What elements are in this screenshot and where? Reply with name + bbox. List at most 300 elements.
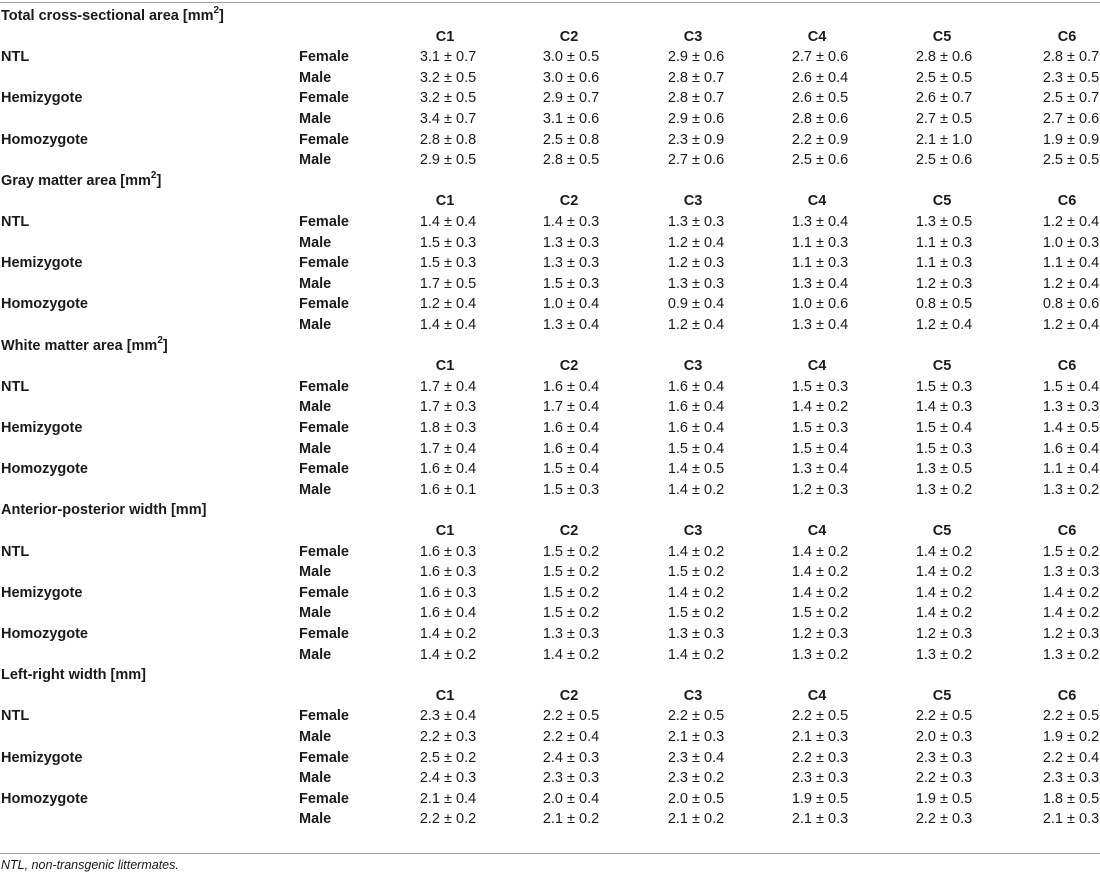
value-cell-c4: 1.5 ± 0.2 — [791, 605, 849, 622]
value-cell-c4: 2.3 ± 0.3 — [791, 770, 849, 787]
value-cell-c3: 1.2 ± 0.4 — [667, 234, 725, 251]
value-cell-c2: 1.5 ± 0.3 — [542, 481, 600, 498]
value-cell-c1: 1.6 ± 0.3 — [419, 564, 477, 581]
value-cell-c2: 1.4 ± 0.3 — [542, 214, 600, 230]
value-cell-c3: 2.1 ± 0.2 — [667, 811, 725, 828]
value-cell-c6: 1.2 ± 0.3 — [1042, 626, 1100, 642]
value-cell-c3: 1.5 ± 0.4 — [667, 440, 725, 457]
table-row — [0, 603, 1100, 624]
sex-label: Female — [299, 296, 349, 313]
value-cell-c1: 1.6 ± 0.4 — [419, 461, 477, 478]
value-cell-c4: 2.5 ± 0.6 — [791, 152, 849, 169]
value-cell-c3: 1.5 ± 0.2 — [667, 605, 725, 622]
value-cell-c3: 2.1 ± 0.3 — [667, 729, 725, 745]
column-header-c3: C3 — [683, 358, 703, 375]
value-cell-c3: 1.6 ± 0.4 — [667, 378, 725, 395]
value-cell-c1: 1.6 ± 0.3 — [419, 543, 477, 560]
table-row — [0, 459, 1100, 480]
value-cell-c5: 1.5 ± 0.4 — [915, 420, 973, 436]
column-header-c1: C1 — [435, 193, 455, 210]
value-cell-c4: 1.5 ± 0.4 — [791, 440, 849, 457]
value-cell-c1: 1.4 ± 0.2 — [419, 646, 477, 663]
value-cell-c6: 0.8 ± 0.6 — [1042, 296, 1100, 313]
genotype-label: Hemizygote — [1, 420, 83, 436]
value-cell-c4: 1.2 ± 0.3 — [791, 481, 849, 498]
sex-label: Female — [299, 584, 349, 601]
genotype-label: Hemizygote — [1, 749, 83, 766]
table-row — [0, 727, 1100, 748]
value-cell-c1: 1.2 ± 0.4 — [419, 296, 477, 313]
value-cell-c6: 1.5 ± 0.4 — [1042, 378, 1100, 395]
value-cell-c3: 2.3 ± 0.9 — [667, 131, 725, 148]
value-cell-c6: 1.1 ± 0.4 — [1042, 461, 1100, 478]
value-cell-c2: 2.4 ± 0.3 — [542, 749, 600, 766]
column-header-c4: C4 — [807, 523, 827, 539]
value-cell-c4: 1.3 ± 0.4 — [791, 317, 849, 333]
value-cell-c3: 2.2 ± 0.5 — [667, 708, 725, 725]
column-header-row — [0, 686, 1100, 707]
value-cell-c2: 1.7 ± 0.4 — [542, 399, 600, 416]
column-header-c3: C3 — [683, 687, 703, 704]
sex-label: Male — [299, 152, 332, 169]
value-cell-c6: 2.3 ± 0.5 — [1042, 69, 1100, 86]
value-cell-c5: 1.4 ± 0.2 — [915, 605, 973, 622]
sex-label: Male — [299, 646, 332, 663]
value-cell-c6: 1.1 ± 0.4 — [1042, 255, 1100, 272]
table-row — [0, 88, 1100, 109]
value-cell-c1: 2.4 ± 0.3 — [419, 770, 477, 787]
value-cell-c6: 2.2 ± 0.4 — [1042, 749, 1100, 766]
table-footnote: NTL, non-transgenic littermates. — [1, 858, 179, 872]
value-cell-c2: 3.0 ± 0.5 — [542, 49, 600, 66]
value-cell-c1: 3.1 ± 0.7 — [419, 49, 477, 66]
column-header-c3: C3 — [683, 193, 703, 210]
value-cell-c5: 1.1 ± 0.3 — [915, 234, 973, 251]
value-cell-c6: 2.5 ± 0.7 — [1042, 90, 1100, 107]
value-cell-c1: 1.7 ± 0.5 — [419, 275, 477, 292]
sex-label: Male — [299, 317, 332, 333]
sex-label: Female — [299, 626, 349, 642]
value-cell-c1: 3.2 ± 0.5 — [419, 69, 477, 86]
table-row — [0, 809, 1100, 830]
value-cell-c3: 1.3 ± 0.3 — [667, 626, 725, 642]
value-cell-c2: 2.8 ± 0.5 — [542, 152, 600, 169]
value-cell-c4: 1.4 ± 0.2 — [791, 543, 849, 560]
value-cell-c2: 2.1 ± 0.2 — [542, 811, 600, 828]
section-title: Left-right width [mm] — [1, 667, 146, 684]
sex-label: Female — [299, 214, 349, 230]
column-header-row — [0, 521, 1100, 542]
column-header-row — [0, 356, 1100, 377]
section-title: Total cross-sectional area $[mm^2]$ — [1, 5, 224, 24]
genotype-label: NTL — [1, 378, 30, 395]
value-cell-c4: 1.1 ± 0.3 — [791, 255, 849, 272]
value-cell-c5: 2.7 ± 0.5 — [915, 111, 973, 127]
value-cell-c4: 2.2 ± 0.9 — [791, 131, 849, 148]
value-cell-c5: 1.3 ± 0.2 — [915, 646, 973, 663]
section-title-row — [0, 171, 1100, 192]
value-cell-c4: 1.5 ± 0.3 — [791, 378, 849, 395]
value-cell-c4: 2.1 ± 0.3 — [791, 811, 849, 828]
value-cell-c4: 2.6 ± 0.4 — [791, 69, 849, 86]
table-top-rule — [0, 2, 1100, 3]
value-cell-c2: 2.5 ± 0.8 — [542, 131, 600, 148]
column-header-row — [0, 191, 1100, 212]
table-row — [0, 645, 1100, 666]
value-cell-c2: 1.5 ± 0.4 — [542, 461, 600, 478]
sex-label: Male — [299, 234, 332, 251]
value-cell-c3: 2.3 ± 0.2 — [667, 770, 725, 787]
column-header-c6: C6 — [1057, 358, 1077, 375]
value-cell-c1: 2.1 ± 0.4 — [419, 790, 477, 807]
column-header-c6: C6 — [1057, 687, 1077, 704]
value-cell-c5: 1.5 ± 0.3 — [915, 378, 973, 395]
value-cell-c4: 1.3 ± 0.4 — [791, 275, 849, 292]
column-header-row — [0, 27, 1100, 48]
value-cell-c6: 2.5 ± 0.5 — [1042, 152, 1100, 169]
value-cell-c2: 1.6 ± 0.4 — [542, 420, 600, 436]
value-cell-c6: 1.3 ± 0.2 — [1042, 481, 1100, 498]
column-header-c1: C1 — [435, 523, 455, 539]
sex-label: Male — [299, 440, 332, 457]
value-cell-c5: 2.3 ± 0.3 — [915, 749, 973, 766]
value-cell-c5: 2.2 ± 0.5 — [915, 708, 973, 725]
sex-label: Male — [299, 481, 332, 498]
value-cell-c6: 1.6 ± 0.4 — [1042, 440, 1100, 457]
sex-label: Female — [299, 90, 349, 107]
value-cell-c2: 1.6 ± 0.4 — [542, 378, 600, 395]
sex-label: Male — [299, 69, 332, 86]
table-row — [0, 748, 1100, 769]
column-header-c2: C2 — [559, 28, 579, 45]
genotype-label: Homozygote — [1, 461, 88, 478]
table-bottom-rule — [0, 853, 1100, 854]
value-cell-c1: 1.7 ± 0.4 — [419, 440, 477, 457]
value-cell-c3: 1.3 ± 0.3 — [667, 214, 725, 230]
value-cell-c1: 1.4 ± 0.4 — [419, 317, 477, 333]
table-row — [0, 150, 1100, 171]
genotype-label: Homozygote — [1, 131, 88, 148]
value-cell-c5: 1.4 ± 0.2 — [915, 564, 973, 581]
genotype-label: NTL — [1, 49, 30, 66]
value-cell-c3: 2.8 ± 0.7 — [667, 69, 725, 86]
value-cell-c4: 2.2 ± 0.5 — [791, 708, 849, 725]
sex-label: Female — [299, 543, 349, 560]
value-cell-c2: 1.5 ± 0.3 — [542, 275, 600, 292]
value-cell-c5: 1.4 ± 0.2 — [915, 543, 973, 560]
value-cell-c3: 2.3 ± 0.4 — [667, 749, 725, 766]
value-cell-c5: 1.3 ± 0.2 — [915, 481, 973, 498]
table-row — [0, 274, 1100, 295]
table-row — [0, 397, 1100, 418]
value-cell-c5: 2.2 ± 0.3 — [915, 811, 973, 828]
value-cell-c1: 2.2 ± 0.3 — [419, 729, 477, 745]
section-title: Gray matter area $[mm^2]$ — [1, 169, 162, 189]
value-cell-c1: 1.7 ± 0.3 — [419, 399, 477, 416]
sex-label: Male — [299, 399, 332, 416]
value-cell-c6: 2.8 ± 0.7 — [1042, 49, 1100, 66]
value-cell-c1: 1.6 ± 0.4 — [419, 605, 477, 622]
value-cell-c4: 1.3 ± 0.4 — [791, 214, 849, 230]
value-cell-c4: 1.3 ± 0.2 — [791, 646, 849, 663]
table-row — [0, 624, 1100, 645]
value-cell-c2: 1.5 ± 0.2 — [542, 564, 600, 581]
value-cell-c6: 1.0 ± 0.3 — [1042, 234, 1100, 251]
sex-label: Male — [299, 770, 332, 787]
column-header-c2: C2 — [559, 193, 579, 210]
value-cell-c2: 1.4 ± 0.2 — [542, 646, 600, 663]
value-cell-c6: 1.2 ± 0.4 — [1042, 214, 1100, 230]
section-title-superscript: 2 — [157, 334, 163, 346]
table-row — [0, 47, 1100, 68]
genotype-label: Hemizygote — [1, 255, 83, 272]
value-cell-c4: 1.1 ± 0.3 — [791, 234, 849, 251]
value-cell-c5: 1.4 ± 0.2 — [915, 584, 973, 601]
section-title-row — [0, 336, 1100, 357]
value-cell-c2: 2.3 ± 0.3 — [542, 770, 600, 787]
value-cell-c5: 2.5 ± 0.5 — [915, 69, 973, 86]
sex-label: Female — [299, 49, 349, 66]
table-row — [0, 212, 1100, 233]
value-cell-c3: 2.8 ± 0.7 — [667, 90, 725, 107]
table-row — [0, 562, 1100, 583]
value-cell-c5: 2.0 ± 0.3 — [915, 729, 973, 745]
value-cell-c5: 2.5 ± 0.6 — [915, 152, 973, 169]
value-cell-c3: 1.4 ± 0.2 — [667, 543, 725, 560]
value-cell-c1: 1.6 ± 0.3 — [419, 584, 477, 601]
value-cell-c5: 2.6 ± 0.7 — [915, 90, 973, 107]
table-row — [0, 315, 1100, 336]
value-cell-c3: 1.2 ± 0.4 — [667, 317, 725, 333]
sex-label: Female — [299, 461, 349, 478]
value-cell-c2: 1.3 ± 0.4 — [542, 317, 600, 333]
value-cell-c5: 1.2 ± 0.4 — [915, 317, 973, 333]
table-row — [0, 418, 1100, 439]
value-cell-c2: 3.0 ± 0.6 — [542, 69, 600, 86]
section-title: White matter area $[mm^2]$ — [1, 334, 168, 354]
sex-label: Male — [299, 564, 332, 581]
value-cell-c6: 1.9 ± 0.2 — [1042, 729, 1100, 745]
value-cell-c1: 2.8 ± 0.8 — [419, 131, 477, 148]
value-cell-c1: 3.4 ± 0.7 — [419, 111, 477, 127]
genotype-label: Hemizygote — [1, 90, 83, 107]
table-row — [0, 706, 1100, 727]
value-cell-c6: 2.3 ± 0.3 — [1042, 770, 1100, 787]
sex-label: Male — [299, 811, 332, 828]
value-cell-c6: 1.4 ± 0.2 — [1042, 605, 1100, 622]
value-cell-c2: 1.5 ± 0.2 — [542, 543, 600, 560]
value-cell-c3: 0.9 ± 0.4 — [667, 296, 725, 313]
table-row — [0, 480, 1100, 501]
table-row — [0, 109, 1100, 130]
genotype-label: Homozygote — [1, 626, 88, 642]
column-header-c5: C5 — [932, 687, 952, 704]
value-cell-c4: 1.2 ± 0.3 — [791, 626, 849, 642]
genotype-label: NTL — [1, 543, 30, 560]
value-cell-c6: 2.2 ± 0.5 — [1042, 708, 1100, 725]
column-header-c5: C5 — [932, 28, 952, 45]
value-cell-c6: 1.3 ± 0.2 — [1042, 646, 1100, 663]
column-header-c5: C5 — [932, 193, 952, 210]
section-title-superscript: 2 — [150, 169, 157, 181]
value-cell-c2: 1.3 ± 0.3 — [542, 234, 600, 251]
table-row — [0, 294, 1100, 315]
column-header-c2: C2 — [559, 358, 579, 375]
value-cell-c1: 2.2 ± 0.2 — [419, 811, 477, 828]
value-cell-c3: 2.7 ± 0.6 — [667, 152, 725, 169]
column-header-c3: C3 — [683, 28, 703, 45]
value-cell-c1: 1.4 ± 0.2 — [419, 626, 477, 642]
value-cell-c2: 1.3 ± 0.3 — [542, 626, 600, 642]
column-header-c4: C4 — [807, 28, 827, 45]
value-cell-c2: 2.0 ± 0.4 — [542, 790, 600, 807]
table-row — [0, 789, 1100, 810]
value-cell-c3: 2.0 ± 0.5 — [667, 790, 725, 807]
value-cell-c1: 2.9 ± 0.5 — [419, 152, 477, 169]
value-cell-c5: 2.2 ± 0.3 — [915, 770, 973, 787]
value-cell-c3: 2.9 ± 0.6 — [667, 49, 725, 66]
value-cell-c1: 1.8 ± 0.3 — [419, 420, 477, 436]
value-cell-c6: 1.3 ± 0.3 — [1042, 564, 1100, 581]
column-header-c2: C2 — [559, 687, 579, 704]
value-cell-c3: 1.4 ± 0.2 — [667, 481, 725, 498]
value-cell-c6: 1.2 ± 0.4 — [1042, 275, 1100, 292]
column-header-c1: C1 — [435, 687, 455, 704]
sex-label: Male — [299, 275, 332, 292]
value-cell-c1: 1.5 ± 0.3 — [419, 255, 477, 272]
value-cell-c5: 1.2 ± 0.3 — [915, 626, 973, 642]
column-header-c5: C5 — [932, 523, 952, 539]
value-cell-c5: 1.5 ± 0.3 — [915, 440, 973, 457]
value-cell-c4: 1.4 ± 0.2 — [791, 584, 849, 601]
value-cell-c2: 3.1 ± 0.6 — [542, 111, 600, 127]
table-row — [0, 542, 1100, 563]
value-cell-c4: 2.2 ± 0.3 — [791, 749, 849, 766]
column-header-c6: C6 — [1057, 28, 1077, 45]
column-header-c4: C4 — [807, 358, 827, 375]
value-cell-c1: 1.5 ± 0.3 — [419, 234, 477, 251]
value-cell-c6: 1.4 ± 0.2 — [1042, 584, 1100, 601]
sex-label: Female — [299, 708, 349, 725]
sex-label: Female — [299, 378, 349, 395]
table-row — [0, 583, 1100, 604]
value-cell-c3: 2.9 ± 0.6 — [667, 111, 725, 127]
value-cell-c1: 1.7 ± 0.4 — [419, 378, 477, 395]
section-title-row — [0, 500, 1100, 521]
value-cell-c5: 2.8 ± 0.6 — [915, 49, 973, 66]
value-cell-c4: 1.4 ± 0.2 — [791, 564, 849, 581]
section-title-superscript: 2 — [213, 5, 220, 17]
section-title-row — [0, 6, 1100, 27]
value-cell-c3: 1.5 ± 0.2 — [667, 564, 725, 581]
column-header-c5: C5 — [932, 358, 952, 375]
value-cell-c6: 2.7 ± 0.6 — [1042, 111, 1100, 127]
value-cell-c2: 1.5 ± 0.2 — [542, 584, 600, 601]
value-cell-c1: 1.4 ± 0.4 — [419, 214, 477, 230]
value-cell-c3: 1.6 ± 0.4 — [667, 399, 725, 416]
value-cell-c6: 1.2 ± 0.4 — [1042, 317, 1100, 333]
value-cell-c4: 2.7 ± 0.6 — [791, 49, 849, 66]
value-cell-c2: 1.6 ± 0.4 — [542, 440, 600, 457]
column-header-c6: C6 — [1057, 193, 1077, 210]
value-cell-c3: 1.4 ± 0.2 — [667, 646, 725, 663]
sex-label: Male — [299, 111, 332, 127]
sex-label: Female — [299, 749, 349, 766]
value-cell-c5: 1.4 ± 0.3 — [915, 399, 973, 416]
table-row — [0, 253, 1100, 274]
table-row — [0, 130, 1100, 151]
value-cell-c6: 1.8 ± 0.5 — [1042, 790, 1100, 807]
value-cell-c2: 2.9 ± 0.7 — [542, 90, 600, 107]
value-cell-c2: 1.3 ± 0.3 — [542, 255, 600, 272]
table-row — [0, 377, 1100, 398]
value-cell-c4: 1.3 ± 0.4 — [791, 461, 849, 478]
value-cell-c1: 2.5 ± 0.2 — [419, 749, 477, 766]
genotype-label: Homozygote — [1, 790, 88, 807]
value-cell-c3: 1.4 ± 0.2 — [667, 584, 725, 601]
sex-label: Female — [299, 790, 349, 807]
value-cell-c5: 1.1 ± 0.3 — [915, 255, 973, 272]
value-cell-c5: 1.9 ± 0.5 — [915, 790, 973, 807]
value-cell-c1: 2.3 ± 0.4 — [419, 708, 477, 725]
table-row — [0, 768, 1100, 789]
section-title-row — [0, 665, 1100, 686]
table-row — [0, 439, 1100, 460]
column-header-c6: C6 — [1057, 523, 1077, 539]
value-cell-c6: 1.3 ± 0.3 — [1042, 399, 1100, 416]
value-cell-c2: 2.2 ± 0.5 — [542, 708, 600, 725]
sex-label: Male — [299, 605, 332, 622]
value-cell-c2: 2.2 ± 0.4 — [542, 729, 600, 745]
genotype-label: Homozygote — [1, 296, 88, 313]
value-cell-c5: 1.2 ± 0.3 — [915, 275, 973, 292]
value-cell-c3: 1.4 ± 0.5 — [667, 461, 725, 478]
value-cell-c4: 1.5 ± 0.3 — [791, 420, 849, 436]
value-cell-c6: 1.5 ± 0.2 — [1042, 543, 1100, 560]
value-cell-c3: 1.3 ± 0.3 — [667, 275, 725, 292]
value-cell-c1: 3.2 ± 0.5 — [419, 90, 477, 107]
column-header-c1: C1 — [435, 28, 455, 45]
value-cell-c1: 1.6 ± 0.1 — [419, 481, 477, 498]
value-cell-c5: 1.3 ± 0.5 — [915, 461, 973, 478]
value-cell-c4: 2.8 ± 0.6 — [791, 111, 849, 127]
value-cell-c2: 1.0 ± 0.4 — [542, 296, 600, 313]
value-cell-c6: 1.9 ± 0.9 — [1042, 131, 1100, 148]
value-cell-c5: 1.3 ± 0.5 — [915, 214, 973, 230]
column-header-c4: C4 — [807, 687, 827, 704]
column-header-c3: C3 — [683, 523, 703, 539]
sex-label: Female — [299, 255, 349, 272]
value-cell-c4: 1.4 ± 0.2 — [791, 399, 849, 416]
genotype-label: Hemizygote — [1, 584, 83, 601]
value-cell-c2: 1.5 ± 0.2 — [542, 605, 600, 622]
genotype-label: NTL — [1, 214, 30, 230]
genotype-label: NTL — [1, 708, 30, 725]
value-cell-c4: 2.1 ± 0.3 — [791, 729, 849, 745]
value-cell-c4: 2.6 ± 0.5 — [791, 90, 849, 107]
table-row — [0, 233, 1100, 254]
value-cell-c5: 0.8 ± 0.5 — [915, 296, 973, 313]
value-cell-c4: 1.9 ± 0.5 — [791, 790, 849, 807]
sex-label: Female — [299, 131, 349, 148]
value-cell-c5: 2.1 ± 1.0 — [915, 131, 973, 148]
value-cell-c3: 1.6 ± 0.4 — [667, 420, 725, 436]
section-title: Anterior-posterior width [mm] — [1, 502, 207, 519]
sex-label: Female — [299, 420, 349, 436]
sex-label: Male — [299, 729, 332, 745]
value-cell-c3: 1.2 ± 0.3 — [667, 255, 725, 272]
column-header-c2: C2 — [559, 523, 579, 539]
